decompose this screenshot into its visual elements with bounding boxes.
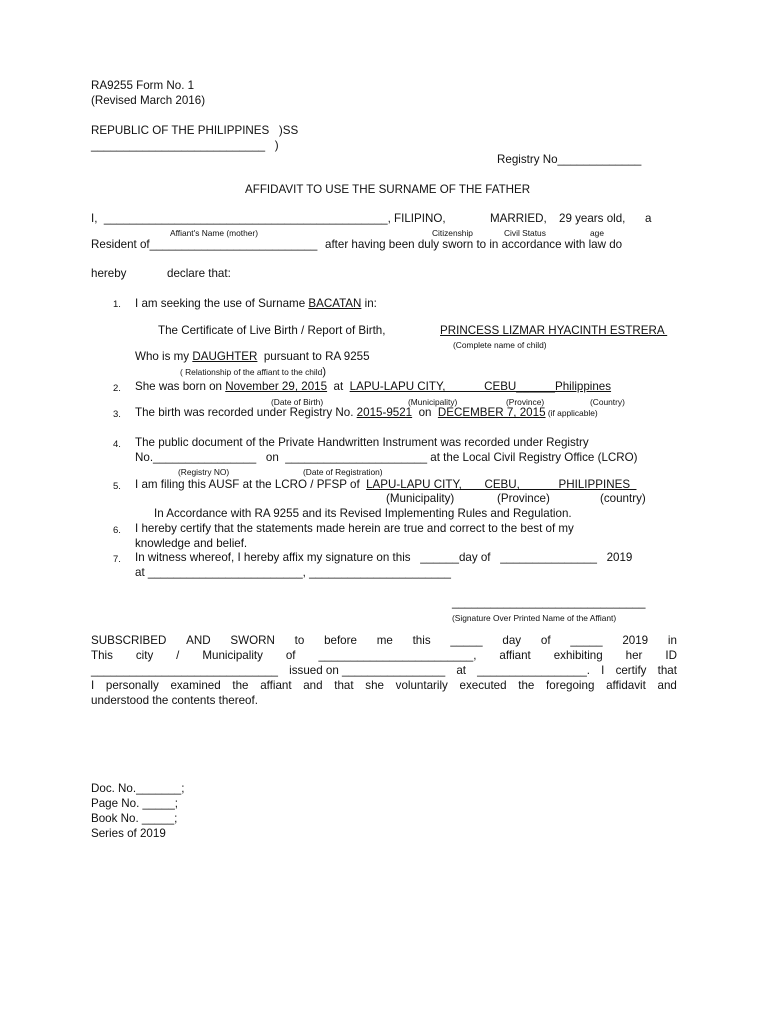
- jurat-word: me: [376, 634, 393, 647]
- registry-line: [135, 406, 598, 420]
- child-name-value: PRINCESS LIZMAR HYACINTH ESTRERA: [440, 324, 668, 337]
- caption-filing-country: (country): [600, 492, 646, 505]
- jurat-word: of: [285, 649, 296, 662]
- jurat-word: voluntarily: [395, 679, 448, 692]
- surname-value: BACATAN: [308, 297, 362, 310]
- caption-affiant-name: Affiant's Name (mother): [170, 228, 259, 238]
- jurat-word: _________________.: [477, 664, 591, 677]
- jurat-word: the: [518, 679, 535, 692]
- on-text: on: [412, 406, 438, 419]
- birth-place-value: LAPU-LAPU CITY, CEBU______: [349, 380, 555, 393]
- jurat-line-3: [91, 664, 677, 678]
- jurat-word: day: [502, 634, 522, 647]
- jurat-word: affiant: [499, 649, 531, 662]
- jurat-word: and: [657, 679, 677, 692]
- item-number-7: 7.: [113, 554, 121, 565]
- resident-line: Resident of__________________________: [91, 238, 318, 251]
- jurat-word: examined: [170, 679, 221, 692]
- jurat-word: ID: [665, 649, 677, 662]
- caption-registry-no: (Registry NO): [178, 467, 230, 477]
- jurat-word: certify: [615, 664, 647, 677]
- caption-date-of-registration: (Date of Registration): [303, 467, 383, 477]
- sworn-text: after having been duly sworn to in accordance with law do: [325, 238, 623, 251]
- relationship-line: [135, 350, 370, 364]
- who-is-my-text: Who is my: [135, 350, 193, 363]
- jurat-word: /: [176, 649, 180, 662]
- caption-country: (Country): [590, 397, 625, 407]
- jurat-line-1: [91, 634, 677, 648]
- series-year: Series of 2019: [91, 827, 166, 840]
- form-number: RA9255 Form No. 1: [91, 79, 195, 92]
- caption-date-of-birth: (Date of Birth): [271, 397, 324, 407]
- pursuant-text: pursuant to RA 9255: [257, 350, 370, 363]
- jurat-line-5: understood the contents thereof.: [91, 694, 258, 707]
- birth-line: [135, 380, 611, 394]
- jurat-word: personally: [105, 679, 159, 692]
- jurat-word: This: [91, 649, 113, 662]
- caption-relationship-close: ): [322, 366, 326, 378]
- caption-citizenship: Citizenship: [432, 228, 473, 238]
- jurat-word: to: [294, 634, 305, 647]
- jurat-word: _____: [450, 634, 483, 647]
- caption-relationship: [180, 365, 326, 379]
- item-1-text-pre: I am seeking the use of Surname: [135, 297, 309, 310]
- item-number-1: 1.: [113, 299, 121, 310]
- caption-filing-province: (Province): [497, 492, 550, 505]
- item-7-line-2: at ________________________, ______________________: [135, 566, 451, 579]
- jurat-word: AND: [186, 634, 211, 647]
- jurat-word: Municipality: [202, 649, 263, 662]
- at-text: at: [327, 380, 350, 393]
- jurat-line-2: [91, 649, 677, 663]
- item-number-2: 2.: [113, 383, 121, 394]
- caption-relationship-text: ( Relationship of the affiant to the child: [180, 367, 323, 377]
- born-on-text: She was born on: [135, 380, 226, 393]
- registration-date-value: DECEMBER 7, 2015: [437, 406, 546, 419]
- item-6-line-2: knowledge and belief.: [135, 537, 248, 550]
- caption-municipality: (Municipality): [408, 397, 458, 407]
- jurat-word: affiant: [260, 679, 292, 692]
- jurat-word: issued on ________________: [289, 664, 446, 677]
- signature-caption: (Signature Over Printed Name of the Affiant): [452, 613, 617, 623]
- book-number: Book No. _____;: [91, 812, 178, 825]
- item-1-text-post: in:: [361, 297, 377, 310]
- item-number-5: 5.: [113, 481, 121, 492]
- filing-line: [135, 478, 637, 492]
- item-6-line-1: I hereby certify that the statements made herein are true and correct to the best of my: [135, 522, 574, 535]
- caption-child-name: (Complete name of child): [453, 340, 547, 350]
- civil-status-value: MARRIED,: [490, 212, 547, 225]
- relationship-value: DAUGHTER: [192, 350, 258, 363]
- jurat-word: SUBSCRIBED: [91, 634, 167, 647]
- jurat-word: executed: [459, 679, 507, 692]
- jurat-word: the: [232, 679, 249, 692]
- page-number: Page No. _____;: [91, 797, 179, 810]
- affiant-line: I, ____________________________________________, FILIPINO,: [91, 212, 446, 225]
- jurat-word: this: [412, 634, 431, 647]
- jurat-word: I: [91, 679, 95, 692]
- jurat-word: exhibiting: [553, 649, 603, 662]
- item-4-line-2: No.________________ on ______________________ at the Local Civil Registry Office (LCRO): [135, 451, 638, 464]
- hereby-text: hereby: [91, 267, 127, 280]
- article-a: a: [645, 212, 652, 225]
- caption-filing-municipality: (Municipality): [386, 492, 455, 505]
- caption-civil-status: Civil Status: [504, 228, 546, 238]
- jurat-word: foregoing: [546, 679, 595, 692]
- jurat-word: that: [334, 679, 354, 692]
- jurat-word: before: [324, 634, 357, 647]
- caption-age: age: [590, 228, 604, 238]
- filing-place-value: LAPU-LAPU CITY, CEBU, PHILIPPINES: [366, 478, 637, 491]
- jurat-word: she: [365, 679, 384, 692]
- birth-date-value: November 29, 2015: [225, 380, 328, 393]
- doc-number: Doc. No._______;: [91, 782, 185, 795]
- age-value: 29 years old,: [559, 212, 626, 225]
- jurat-word: _____: [570, 634, 603, 647]
- birth-country-value: Philippines: [554, 380, 612, 393]
- jurat-word: ________________________,: [318, 649, 477, 662]
- registry-number-value: 2015-9521: [356, 406, 413, 419]
- signature-line: ______________________________: [452, 596, 646, 609]
- filing-text: I am filing this AUSF at the LCRO / PFSP of: [135, 478, 367, 491]
- affidavit-title: AFFIDAVIT TO USE THE SURNAME OF THE FATHER: [245, 183, 531, 196]
- jurat-word: of: [540, 634, 551, 647]
- item-1-surname-line: [135, 297, 377, 311]
- registry-number-field: Registry No_____________: [497, 153, 642, 166]
- item-number-6: 6.: [113, 525, 121, 536]
- republic-venue: REPUBLIC OF THE PHILIPPINES )SS: [91, 124, 299, 137]
- jurat-word: I: [601, 664, 605, 677]
- jurat-word: SWORN: [230, 634, 275, 647]
- declare-text: declare that:: [167, 267, 231, 280]
- item-number-4: 4.: [113, 439, 121, 450]
- if-applicable-note: (if applicable): [545, 408, 598, 418]
- jurat-word: _____________________________: [91, 664, 278, 677]
- jurat-word: in: [667, 634, 677, 647]
- jurat-word: affidavit: [606, 679, 646, 692]
- jurat-word: at: [456, 664, 467, 677]
- item-7-line-1: In witness whereof, I hereby affix my signature on this ______day of _______________ 2019: [135, 551, 633, 564]
- accordance-text: In Accordance with RA 9255 and its Revised Implementing Rules and Regulation.: [154, 507, 572, 520]
- revision-date: (Revised March 2016): [91, 94, 206, 107]
- jurat-word: 2019: [622, 634, 649, 647]
- certificate-text: The Certificate of Live Birth / Report of Birth,: [158, 324, 386, 337]
- item-4-line-1: The public document of the Private Handwritten Instrument was recorded under Registry: [135, 436, 589, 449]
- item-number-3: 3.: [113, 409, 121, 420]
- jurat-word: her: [625, 649, 643, 662]
- venue-blank: ___________________________ ): [91, 139, 279, 152]
- recorded-text: The birth was recorded under Registry No.: [135, 406, 357, 419]
- jurat-word: that: [657, 664, 677, 677]
- jurat-word: and: [303, 679, 323, 692]
- jurat-word: city: [135, 649, 154, 662]
- caption-province: (Province): [506, 397, 545, 407]
- jurat-line-4: [91, 679, 677, 693]
